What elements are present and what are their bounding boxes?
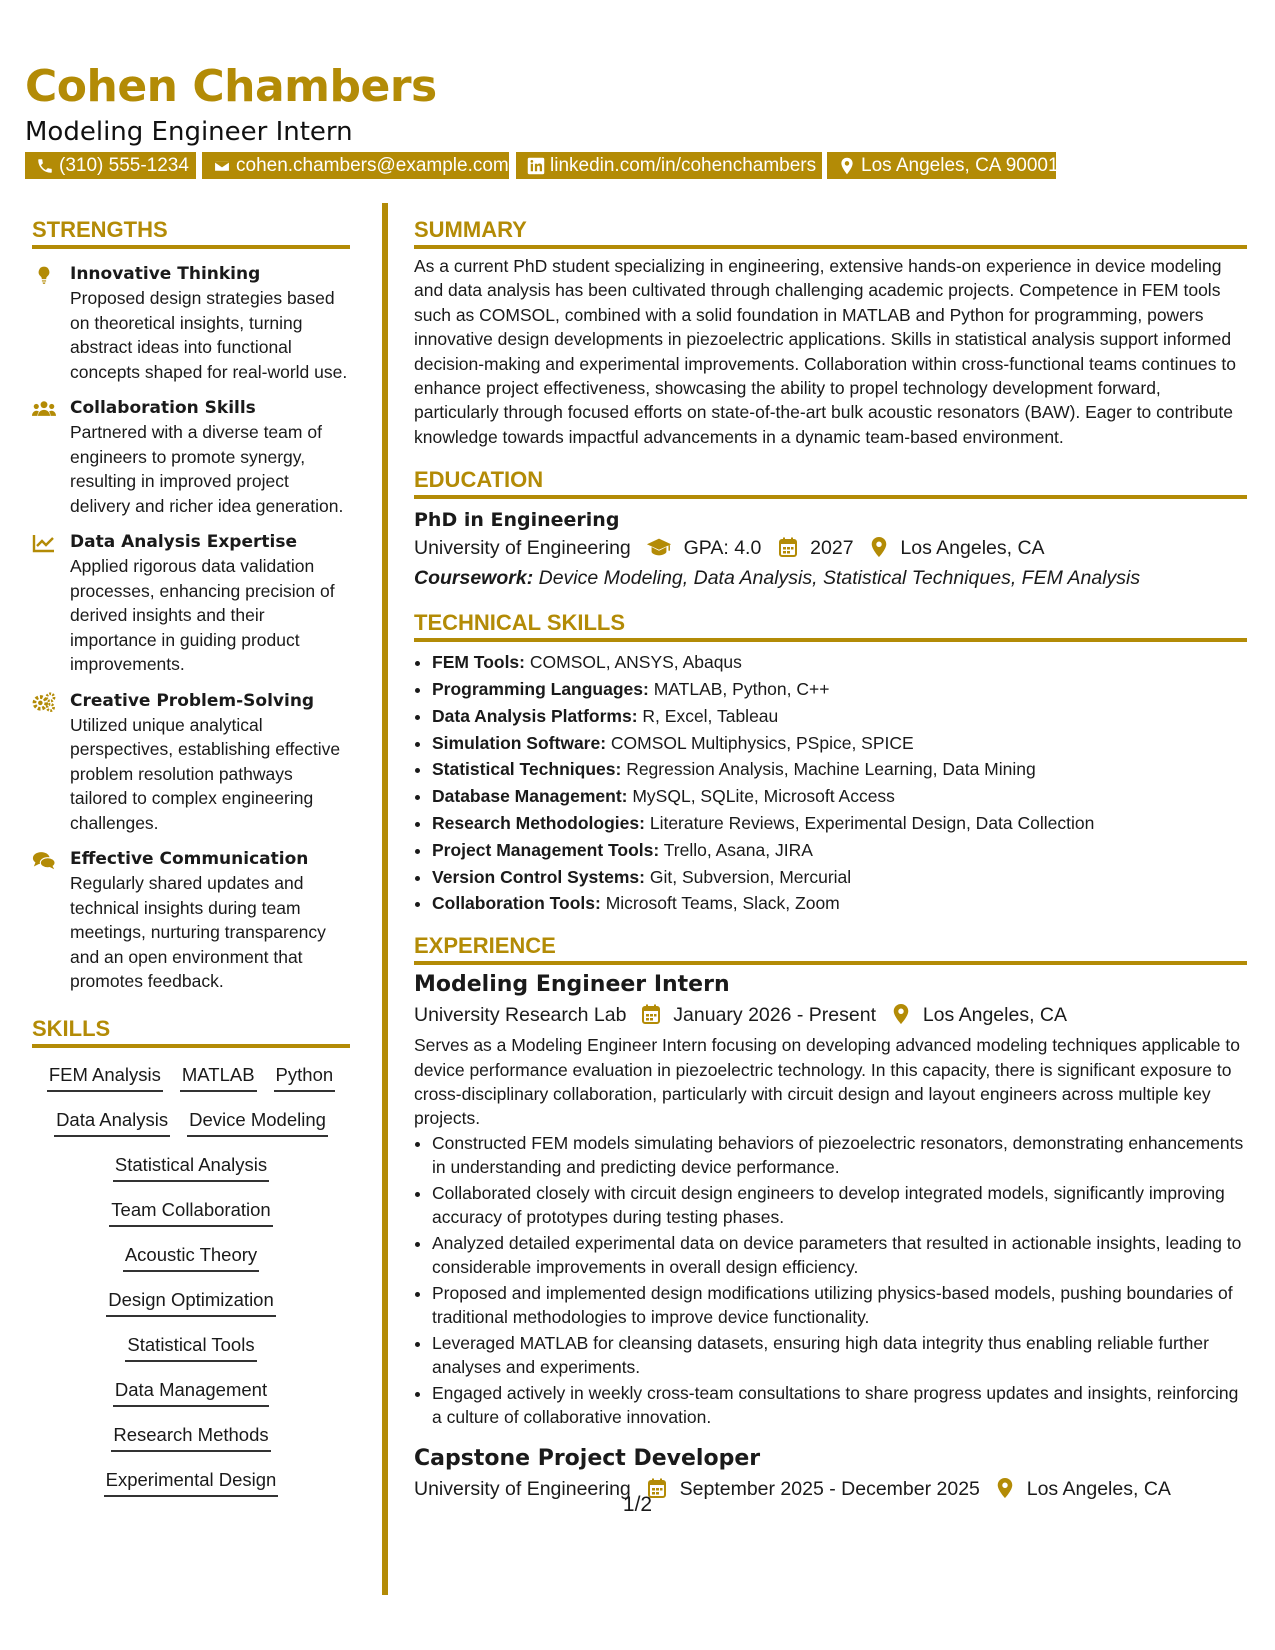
tech-skill-label: Collaboration Tools: <box>432 893 601 914</box>
school-name: University of Engineering <box>414 537 631 560</box>
tech-skill-item <box>432 756 1247 783</box>
degree-title: PhD in Engineering <box>414 509 620 532</box>
tech-skill-label: Project Management Tools: <box>432 839 660 860</box>
job-bullet: • Collaborated closely with circuit design engineers to develop integrated models, significantly improving accuracy of prototypes during testing phases. <box>432 1181 1247 1230</box>
skills-heading: SKILLS <box>32 1014 350 1048</box>
tech-skill-item <box>432 649 1247 676</box>
strengths-heading: STRENGTHS <box>32 215 350 249</box>
job-dates: January 2026 - Present <box>673 1004 876 1027</box>
tech-skill-item <box>432 864 1247 891</box>
strength-text: Regularly shared updates and technical insights during team meetings, nurturing transparency and an open environment that promotes feedback. <box>70 873 326 991</box>
skills-row <box>32 1150 350 1195</box>
calendar-icon <box>779 537 797 557</box>
contact-location-text: Los Angeles, CA 90001 <box>861 155 1059 176</box>
tech-skill-item <box>432 810 1247 837</box>
job-bullet: • Leveraged MATLAB for cleansing datasets, ensuring high data integrity thus enabling reliable further analyses and experiments. <box>432 1331 1247 1380</box>
education-meta <box>414 533 1247 563</box>
tech-skill-label: Version Control Systems: <box>432 866 645 887</box>
tech-skill-value: Regression Analysis, Machine Learning, Data Mining <box>626 759 1036 780</box>
tech-skill-value: MySQL, SQLite, Microsoft Access <box>632 786 895 807</box>
column-divider <box>382 203 388 1595</box>
tech-skill-item <box>432 703 1247 730</box>
education-heading: EDUCATION <box>414 465 1247 499</box>
skill-tag: Design Optimization <box>106 1285 276 1317</box>
strength-item <box>32 689 350 835</box>
skill-tag: Acoustic Theory <box>123 1240 259 1272</box>
skill-tag: Device Modeling <box>187 1105 328 1137</box>
tech-skill-value: COMSOL, ANSYS, Abaqus <box>529 652 742 673</box>
experience-heading: EXPERIENCE <box>414 931 1247 965</box>
skill-tag: MATLAB <box>180 1060 257 1092</box>
tech-skill-value: COMSOL Multiphysics, PSpice, SPICE <box>610 732 914 753</box>
education-location: Los Angeles, CA <box>900 537 1045 560</box>
strength-title: Collaboration Skills <box>70 398 256 419</box>
envelope-icon <box>213 157 231 175</box>
job-title: Modeling Engineer Intern <box>414 972 730 998</box>
job-bullet: • Analyzed detailed experimental data on device parameters that resulted in actionable insights, leading to considerable improvements in overall design efficiency. <box>432 1231 1247 1280</box>
candidate-role: Modeling Engineer Intern <box>25 117 353 147</box>
tech-skill-value: R, Excel, Tableau <box>642 705 779 726</box>
tech-skill-value: Trello, Asana, JIRA <box>663 839 813 860</box>
skill-tag: Research Methods <box>111 1420 270 1452</box>
phone-icon <box>36 157 54 175</box>
skill-tag: Data Analysis <box>54 1105 170 1137</box>
tech-skill-label: Programming Languages: <box>432 679 649 700</box>
job-dates: September 2025 - December 2025 <box>679 1477 980 1500</box>
job-bullet: • Constructed FEM models simulating behaviors of piezoelectric resonators, demonstrating enhancements in understanding and predicting device performance. <box>432 1131 1247 1180</box>
skill-tag: Statistical Tools <box>125 1330 256 1362</box>
skills-row <box>32 1285 350 1330</box>
coursework-label: Coursework: <box>414 567 534 590</box>
strength-item <box>32 262 350 384</box>
tech-skill-item <box>432 676 1247 703</box>
strength-text: Proposed design strategies based on theoretical insights, turning abstract ideas into functional concepts shaped for real-world use. <box>70 288 348 382</box>
users-icon <box>32 399 56 419</box>
job-org: University of Engineering <box>414 1477 631 1500</box>
lightbulb-icon <box>32 265 56 285</box>
contact-phone[interactable] <box>25 152 196 179</box>
skill-tag: Data Management <box>113 1375 269 1407</box>
left-column <box>32 215 350 1510</box>
skills-row <box>32 1330 350 1375</box>
job-summary: Serves as a Modeling Engineer Intern focusing on developing advanced modeling techniques applicable to device performance evaluation in piezoelectric technology. In this capacity, there is significant exposure to cross-disciplinary collaboration, particularly with circuit design and layout engineers across multiple key projects. <box>414 1035 1240 1129</box>
summary-text: As a current PhD student specializing in engineering, extensive hands-on experience in device modeling and data analysis has been cultivated through challenging academic projects. Competence in FEM tools such as COMSOL, combined with a solid foundation in MATLAB and Python for programming, powers innovative design developments in piezoelectric applications. Skills in statistical analysis support informed decision-making and experimental improvements. Collaboration within cross-functional teams continues to enhance project effectiveness, showcasing the ability to propel technology development forward, particularly through focused efforts on state-of-the-art bulk acoustic resonators (BAW). Eager to contribute knowledge towards impactful advancements in a dynamic team-based environment. <box>414 256 1236 447</box>
strength-item <box>32 847 350 993</box>
tech-skill-item <box>432 890 1247 917</box>
skill-tag: Team Collaboration <box>109 1195 272 1227</box>
comments-icon <box>32 850 56 870</box>
strength-text: Applied rigorous data validation processes, enhancing precision of derived insights and their importance in guiding product improvements. <box>70 556 335 675</box>
skills-list <box>32 1060 350 1510</box>
job-title: Capstone Project Developer <box>414 1445 761 1471</box>
page-number: 1/2 <box>622 1493 653 1516</box>
skills-row <box>32 1420 350 1465</box>
skills-row <box>32 1375 350 1420</box>
skills-row <box>32 1240 350 1285</box>
strength-title: Data Analysis Expertise <box>70 532 297 553</box>
candidate-name: Cohen Chambers <box>25 61 437 112</box>
skills-row <box>32 1195 350 1240</box>
strength-title: Creative Problem-Solving <box>70 690 315 711</box>
summary-heading: SUMMARY <box>414 215 1247 249</box>
contact-email[interactable] <box>202 152 509 179</box>
gpa: GPA: 4.0 <box>683 537 762 560</box>
linkedin-icon <box>527 157 545 175</box>
job-location: Los Angeles, CA <box>1026 1477 1171 1500</box>
technical-skills-list <box>414 649 1247 917</box>
location-pin-icon <box>838 157 856 175</box>
tech-skill-value: Git, Subversion, Mercurial <box>649 866 852 887</box>
contact-location <box>827 152 1059 179</box>
contact-phone-text: (310) 555-1234 <box>59 155 189 176</box>
calendar-icon <box>642 1004 660 1024</box>
tech-skill-label: Research Methodologies: <box>432 813 645 834</box>
strength-text: Utilized unique analytical perspectives, establishing effective problem resolution pathways tailored to complex engineering challenges. <box>70 714 341 833</box>
tech-skill-item <box>432 730 1247 757</box>
tech-skill-value: MATLAB, Python, C++ <box>653 679 830 700</box>
skill-tag: Experimental Design <box>104 1465 279 1497</box>
contact-linkedin-text: linkedin.com/in/cohenchambers <box>550 155 817 176</box>
graduation-year: 2027 <box>810 537 854 560</box>
technical-skills-heading: TECHNICAL SKILLS <box>414 608 1247 642</box>
tech-skill-label: Data Analysis Platforms: <box>432 705 638 726</box>
tech-skill-label: FEM Tools: <box>432 652 525 673</box>
skill-tag: Python <box>274 1060 336 1092</box>
coursework <box>414 563 1247 593</box>
chart-line-icon <box>32 533 56 553</box>
job-meta <box>414 1000 1247 1030</box>
tech-skill-label: Statistical Techniques: <box>432 759 622 780</box>
contact-email-text: cohen.chambers@example.com <box>236 155 509 176</box>
job-bullet: • Proposed and implemented design modifications utilizing physics-based models, pushing boundaries of traditional methodologies to improve device functionality. <box>432 1281 1247 1330</box>
strength-title: Innovative Thinking <box>70 264 261 284</box>
tech-skill-label: Simulation Software: <box>432 732 607 753</box>
skills-row <box>32 1105 350 1150</box>
strength-text: Partnered with a diverse team of engineers to promote synergy, resulting in improved project delivery and richer idea generation. <box>70 422 344 516</box>
tech-skill-label: Database Management: <box>432 786 628 807</box>
strength-item <box>32 396 350 518</box>
right-column <box>414 215 1247 1504</box>
contact-linkedin[interactable] <box>516 152 822 179</box>
experience-entry <box>414 970 1247 1430</box>
graduation-cap-icon <box>646 537 672 557</box>
tech-skill-value: Microsoft Teams, Slack, Zoom <box>605 893 840 914</box>
skill-tag: FEM Analysis <box>47 1060 163 1092</box>
resume-header <box>25 60 1245 148</box>
skill-tag: Statistical Analysis <box>113 1150 269 1182</box>
job-bullet: • Engaged actively in weekly cross-team consultations to share progress updates and insights, reinforcing a culture of collaborative innovation. <box>432 1381 1247 1430</box>
tech-skill-value: Literature Reviews, Experimental Design, Data Collection <box>649 813 1095 834</box>
location-pin-icon <box>871 537 887 557</box>
job-location: Los Angeles, CA <box>922 1004 1068 1027</box>
gears-icon <box>32 692 56 712</box>
strength-title: Effective Communication <box>70 848 309 869</box>
tech-skill-item <box>432 837 1247 864</box>
location-pin-icon <box>893 1004 909 1024</box>
job-bullets <box>414 1131 1247 1430</box>
strength-item <box>32 530 350 676</box>
job-org: University Research Lab <box>414 1004 627 1027</box>
skills-row <box>32 1060 350 1105</box>
tech-skill-item <box>432 783 1247 810</box>
coursework-list: Device Modeling, Data Analysis, Statistical Techniques, FEM Analysis <box>538 567 1141 590</box>
